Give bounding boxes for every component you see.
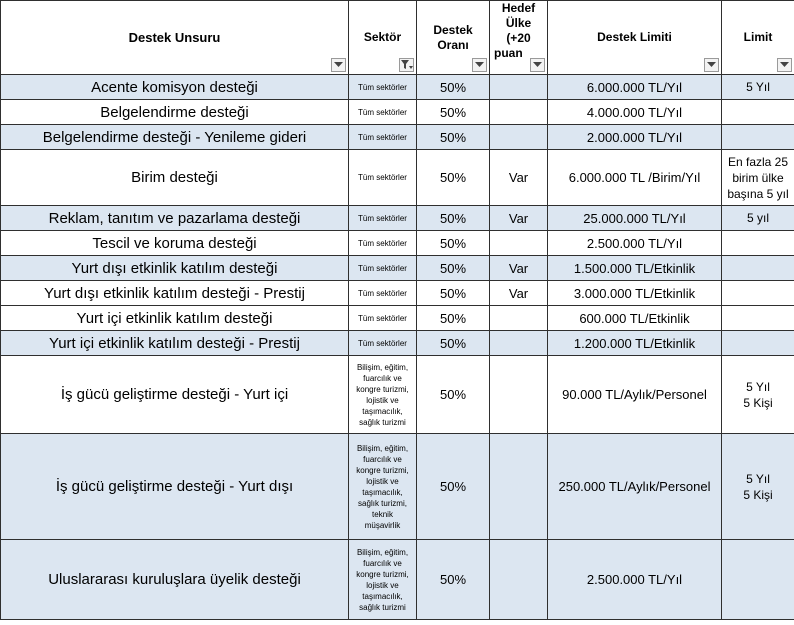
cell-sektor (349, 256, 417, 281)
cell-sektor (349, 75, 417, 100)
cell-sektor (349, 231, 417, 256)
cell-sektor (349, 306, 417, 331)
table-row (1, 256, 794, 281)
cell-destek-limiti: 2.500.000 TL/Yıl (548, 540, 722, 620)
header-destek-limiti-label: Destek Limiti (597, 30, 672, 44)
cell-hedef-ulke (490, 306, 548, 331)
cell-destek-limiti: 1.200.000 TL/Etkinlik (548, 331, 722, 356)
dropdown-arrow-icon[interactable] (704, 58, 719, 72)
cell-sektor-line: lojistik ve (366, 476, 399, 486)
cell-sektor (349, 206, 417, 231)
cell-limit-line: 5 Yıl (746, 471, 770, 486)
cell-sektor (349, 150, 417, 206)
cell-destek-limiti: 2.500.000 TL/Yıl (548, 231, 722, 256)
table-row (1, 125, 794, 150)
cell-destek-unsuru: Reklam, tanıtım ve pazarlama desteği (1, 206, 349, 231)
cell-destek-orani: 50% (417, 150, 490, 206)
cell-sektor-line: Tüm sektörler (358, 213, 407, 223)
table-row (1, 540, 794, 620)
cell-limit (722, 281, 794, 306)
cell-limit-line: 5 Kişi (743, 395, 773, 410)
header-sektor-label: Sektör (363, 30, 402, 44)
dropdown-arrow-icon[interactable] (530, 58, 545, 72)
header-limit (722, 1, 794, 75)
header-hedef-ulke (490, 1, 548, 75)
table-row (1, 281, 794, 306)
cell-limit (722, 256, 794, 281)
cell-limit-line: başına 5 yıl (727, 186, 789, 201)
cell-destek-unsuru: Tescil ve koruma desteği (1, 231, 349, 256)
cell-destek-unsuru: Yurt dışı etkinlik katılım desteği - Prestij (1, 281, 349, 306)
cell-destek-unsuru: Yurt içi etkinlik katılım desteği - Prestij (1, 331, 349, 356)
header-destek-limiti (548, 1, 722, 75)
cell-destek-unsuru: Uluslararası kuruluşlara üyelik desteği (1, 540, 349, 620)
cell-hedef-ulke (490, 125, 548, 150)
cell-hedef-ulke: Var (490, 206, 548, 231)
table-row (1, 331, 794, 356)
cell-hedef-ulke (490, 75, 548, 100)
cell-sektor-line: sağlık turizmi (359, 417, 406, 427)
cell-sektor-line: taşımacılık, (362, 406, 403, 416)
cell-sektor-line: Tüm sektörler (358, 238, 407, 248)
cell-sektor-line: Tüm sektörler (358, 263, 407, 273)
cell-destek-orani: 50% (417, 206, 490, 231)
cell-destek-orani: 50% (417, 331, 490, 356)
header-destek-unsuru (1, 1, 349, 75)
header-limit-label: Limit (743, 30, 773, 44)
header-sektor (349, 1, 417, 75)
cell-limit (722, 150, 794, 206)
cell-sektor-line: Tüm sektörler (358, 107, 407, 117)
cell-sektor-line: Bilişim, eğitim, (356, 362, 409, 372)
cell-destek-limiti: 3.000.000 TL/Etkinlik (548, 281, 722, 306)
cell-destek-limiti: 250.000 TL/Aylık/Personel (548, 434, 722, 540)
cell-limit (722, 540, 794, 620)
cell-destek-limiti: 90.000 TL/Aylık/Personel (548, 356, 722, 434)
cell-limit (722, 306, 794, 331)
cell-hedef-ulke (490, 434, 548, 540)
header-hedef-ulke-line: puan (494, 46, 523, 60)
cell-limit-line: 5 Yıl (746, 379, 770, 394)
cell-sektor-line: fuarcılık ve (363, 558, 402, 568)
cell-limit (722, 206, 794, 231)
cell-hedef-ulke: Var (490, 256, 548, 281)
cell-destek-unsuru: Belgelendirme desteği - Yenileme gideri (1, 125, 349, 150)
cell-limit-line: 5 yıl (746, 211, 769, 225)
cell-limit (722, 100, 794, 125)
header-destek-orani-line: Oranı (437, 37, 469, 52)
cell-destek-orani: 50% (417, 540, 490, 620)
cell-destek-unsuru: Acente komisyon desteği (1, 75, 349, 100)
cell-destek-orani: 50% (417, 434, 490, 540)
cell-destek-unsuru: Yurt dışı etkinlik katılım desteği (1, 256, 349, 281)
cell-sektor-line: kongre turizmi, (356, 465, 409, 475)
cell-destek-orani: 50% (417, 306, 490, 331)
cell-sektor (349, 100, 417, 125)
cell-limit (722, 231, 794, 256)
cell-sektor-line: kongre turizmi, (356, 569, 409, 579)
cell-destek-unsuru: İş gücü geliştirme desteği - Yurt içi (1, 356, 349, 434)
table-row (1, 206, 794, 231)
cell-destek-orani: 50% (417, 256, 490, 281)
cell-sektor-line: lojistik ve (366, 395, 399, 405)
cell-destek-unsuru: Belgelendirme desteği (1, 100, 349, 125)
dropdown-arrow-icon[interactable] (472, 58, 487, 72)
table-row (1, 434, 794, 540)
header-destek-orani-line: Destek (433, 22, 473, 37)
cell-limit (722, 75, 794, 100)
cell-limit (722, 356, 794, 434)
cell-limit-line: 5 Kişi (743, 487, 773, 502)
cell-destek-orani: 50% (417, 75, 490, 100)
cell-sektor-line: taşımacılık, (362, 591, 403, 601)
dropdown-arrow-icon[interactable] (331, 58, 346, 72)
cell-sektor (349, 434, 417, 540)
cell-sektor (349, 281, 417, 306)
table-row (1, 150, 794, 206)
cell-destek-orani: 50% (417, 100, 490, 125)
cell-sektor-line: Tüm sektörler (358, 288, 407, 298)
header-destek-orani (417, 1, 490, 75)
cell-hedef-ulke (490, 540, 548, 620)
cell-sektor-line: sağlık turizmi, (358, 498, 407, 508)
cell-sektor (349, 540, 417, 620)
cell-destek-limiti: 25.000.000 TL/Yıl (548, 206, 722, 231)
cell-sektor-line: fuarcılık ve (363, 373, 402, 383)
dropdown-arrow-icon[interactable] (777, 58, 792, 72)
cell-destek-limiti: 6.000.000 TL /Birim/Yıl (548, 150, 722, 206)
cell-destek-limiti: 4.000.000 TL/Yıl (548, 100, 722, 125)
cell-hedef-ulke: Var (490, 150, 548, 206)
table-row (1, 356, 794, 434)
cell-limit-line: 5 Yıl (746, 80, 770, 94)
header-hedef-ulke-line: Hedef (501, 1, 536, 15)
cell-sektor (349, 125, 417, 150)
cell-sektor (349, 356, 417, 434)
cell-destek-unsuru: Birim desteği (1, 150, 349, 206)
cell-hedef-ulke (490, 100, 548, 125)
cell-sektor-line: Tüm sektörler (358, 82, 407, 92)
cell-hedef-ulke (490, 231, 548, 256)
cell-destek-limiti: 6.000.000 TL/Yıl (548, 75, 722, 100)
cell-limit (722, 125, 794, 150)
cell-destek-orani: 50% (417, 125, 490, 150)
header-destek-unsuru-label: Destek Unsuru (128, 29, 221, 45)
table-row (1, 231, 794, 256)
table-row (1, 306, 794, 331)
cell-sektor-line: Tüm sektörler (358, 132, 407, 142)
cell-sektor-line: Tüm sektörler (358, 173, 407, 182)
cell-sektor-line: Tüm sektörler (358, 313, 407, 323)
cell-sektor-line: müşavirlik (364, 520, 401, 530)
filter-icon[interactable] (399, 58, 414, 72)
table-row (1, 100, 794, 125)
cell-destek-orani: 50% (417, 356, 490, 434)
cell-destek-unsuru: İş gücü geliştirme desteği - Yurt dışı (1, 434, 349, 540)
cell-limit-line: En fazla 25 (727, 154, 789, 169)
cell-sektor (349, 331, 417, 356)
cell-limit-line: birim ülke (732, 170, 784, 185)
header-hedef-ulke-line: (+20 (506, 31, 531, 45)
cell-sektor-line: Bilişim, eğitim, (356, 443, 409, 453)
cell-destek-limiti: 1.500.000 TL/Etkinlik (548, 256, 722, 281)
cell-sektor-line: Bilişim, eğitim, (356, 547, 409, 557)
cell-sektor-line: teknik (372, 509, 393, 519)
cell-sektor-line: fuarcılık ve (363, 454, 402, 464)
cell-sektor-line: sağlık turizmi (359, 602, 406, 612)
cell-sektor-line: Tüm sektörler (358, 338, 407, 348)
cell-limit (722, 434, 794, 540)
cell-sektor-line: kongre turizmi, (356, 384, 409, 394)
cell-destek-unsuru: Yurt içi etkinlik katılım desteği (1, 306, 349, 331)
cell-hedef-ulke (490, 356, 548, 434)
cell-sektor-line: taşımacılık, (362, 487, 403, 497)
table-row (1, 75, 794, 100)
table-body (1, 75, 794, 620)
cell-destek-orani: 50% (417, 281, 490, 306)
cell-hedef-ulke: Var (490, 281, 548, 306)
cell-destek-orani: 50% (417, 231, 490, 256)
cell-destek-limiti: 2.000.000 TL/Yıl (548, 125, 722, 150)
cell-hedef-ulke (490, 331, 548, 356)
header-row (1, 1, 794, 75)
cell-limit (722, 331, 794, 356)
cell-destek-limiti: 600.000 TL/Etkinlik (548, 306, 722, 331)
header-hedef-ulke-line: Ülke (505, 16, 532, 30)
cell-sektor-line: lojistik ve (366, 580, 399, 590)
